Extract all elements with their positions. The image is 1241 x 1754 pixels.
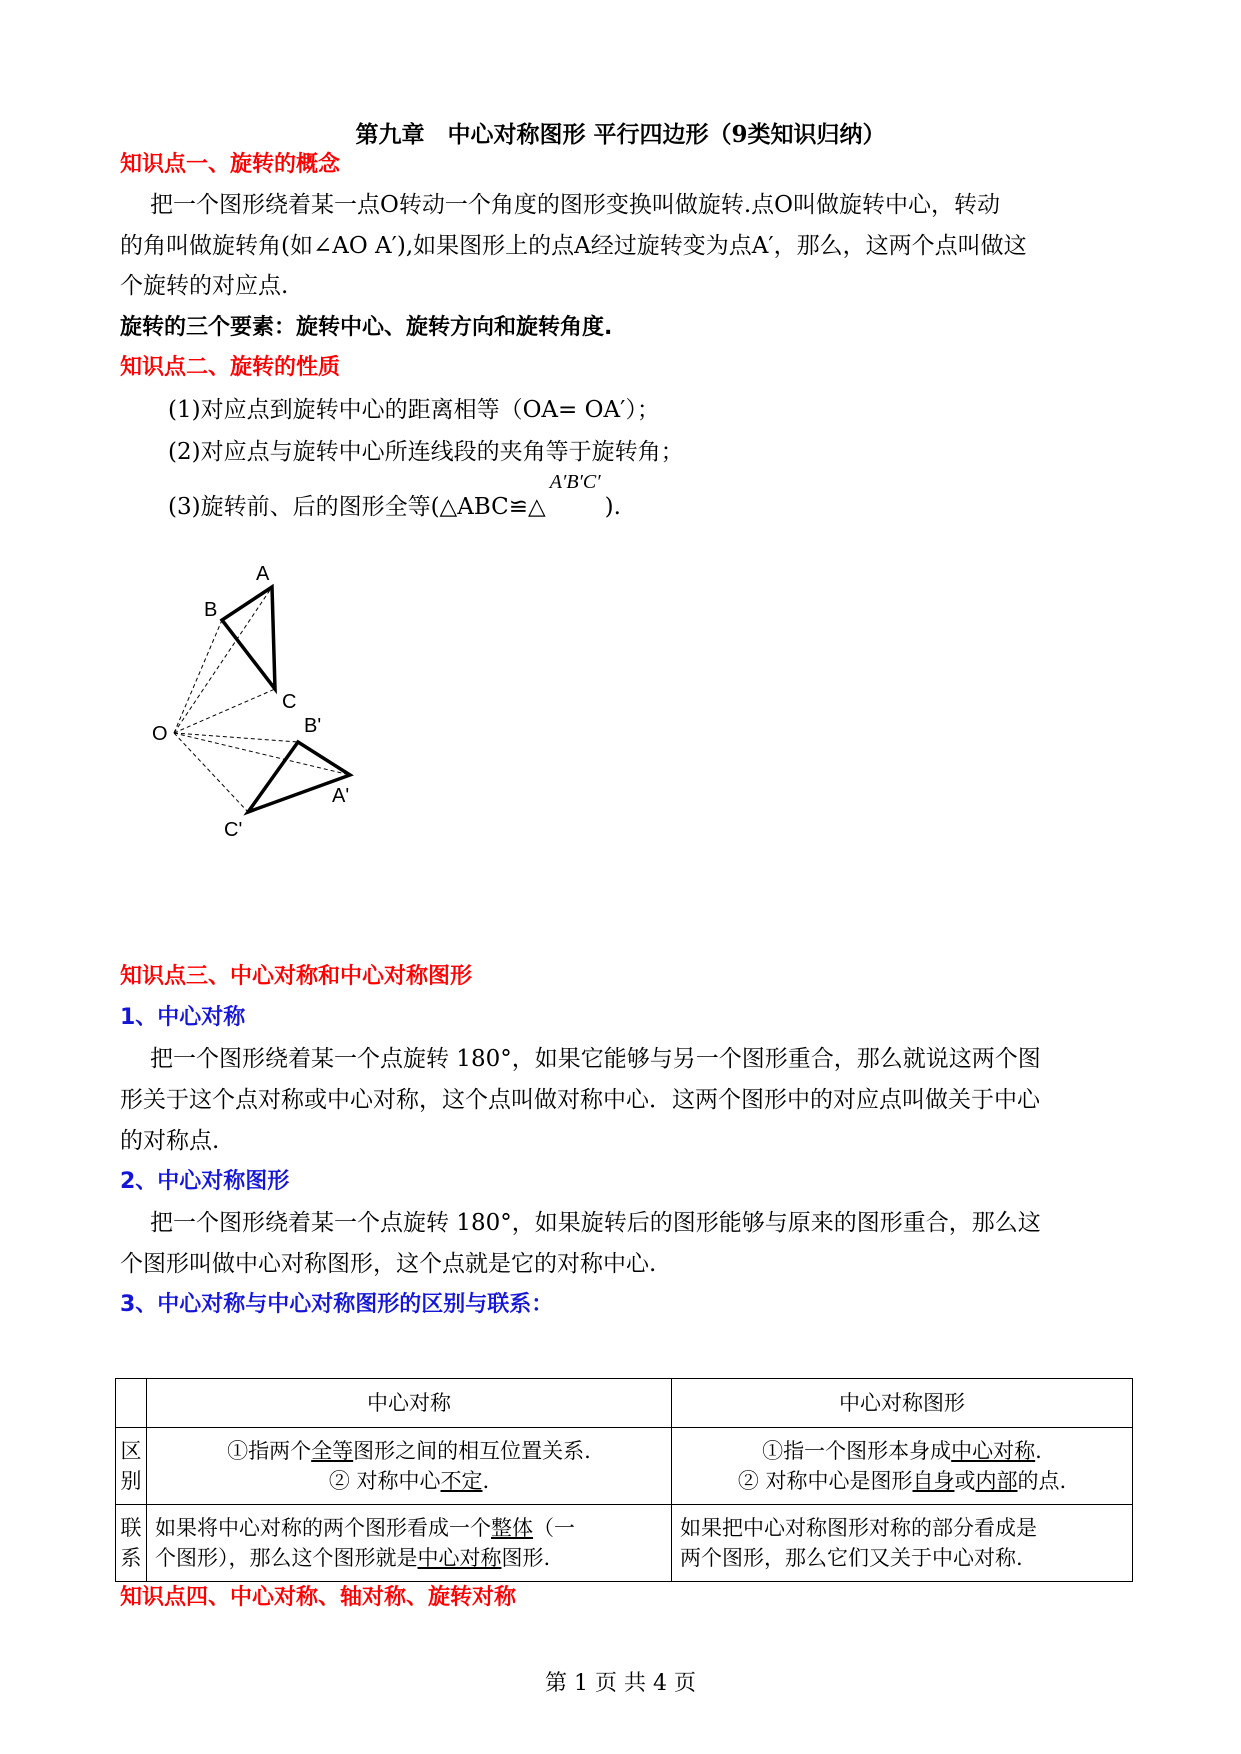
cell-text: 或 [954, 1469, 976, 1493]
cell-text: ①指一个图形本身成 [762, 1439, 952, 1463]
label-o: O [152, 723, 168, 745]
underlined-term: 中心对称 [951, 1439, 1036, 1463]
paragraph-line: 把一个图形绕着某一个点旋转 180°，如果旋转后的图形能够与原来的图形重合，那么这 [150, 1210, 1041, 1236]
subheading-central-symmetry: 1、中心对称 [120, 1005, 246, 1030]
property-3-end: ). [604, 494, 621, 520]
property-1: (1)对应点到旋转中心的距离相等（OA= OA′）； [168, 397, 660, 423]
row-label-relation [116, 1505, 147, 1582]
paragraph-line: 的角叫做旋转角(如∠AO A′),如果图形上的点A经过旋转变为点A′，那么，这两个点叫做这 [120, 233, 1027, 259]
cell-text: 如果将中心对称的两个图形看成一个 [155, 1516, 491, 1540]
row-label-char: 区 [120, 1439, 142, 1463]
cell-line [155, 1513, 663, 1543]
section-heading-rotation-concept: 知识点一、旋转的概念 [120, 152, 341, 177]
page-footer: 第 1 页 共 4 页 [545, 1671, 696, 1696]
label-c-prime: C' [224, 819, 243, 841]
page-title: 第九章 中心对称图形 平行四边形（9类知识归纳） [355, 121, 886, 148]
table-header-central-symmetry: 中心对称 [147, 1379, 672, 1428]
table-corner-cell [116, 1379, 147, 1428]
cell-text: 图形. [501, 1546, 551, 1570]
rotation-figure-full [152, 560, 420, 960]
paragraph-line: 形关于这个点对称或中心对称，这个点叫做对称中心．这两个图形中的对应点叫做关于中心 [120, 1087, 1040, 1113]
cell-line [155, 1466, 663, 1496]
property-2: (2)对应点与旋转中心所连线段的夹角等于旋转角； [168, 439, 684, 465]
underlined-term: 不定 [440, 1469, 483, 1493]
difference-central-symmetry [147, 1428, 672, 1505]
section-heading-central-symmetry: 知识点三、中心对称和中心对称图形 [120, 964, 473, 989]
subheading-central-symmetric-figure: 2、中心对称图形 [120, 1169, 290, 1194]
underlined-term: 中心对称 [417, 1546, 502, 1570]
cell-line [680, 1466, 1124, 1496]
underlined-term: 整体 [491, 1516, 533, 1540]
underlined-term: 全等 [311, 1439, 354, 1463]
relation-central-symmetry [147, 1505, 672, 1582]
cell-text: ①指两个 [227, 1439, 312, 1463]
table-header-row [116, 1379, 1133, 1428]
row-label-char: 系 [120, 1546, 142, 1570]
label-c: C [282, 691, 297, 713]
label-a: A [256, 563, 270, 585]
row-label-char: 联 [120, 1516, 142, 1540]
relation-central-symmetric-figure [672, 1505, 1133, 1582]
row-label-difference [116, 1428, 147, 1505]
cell-line: 如果把中心对称图形对称的部分看成是 [680, 1516, 1037, 1540]
cell-line [155, 1436, 663, 1466]
cell-text: 个图形），那么这个图形就是 [155, 1546, 418, 1570]
paragraph-line: 个图形叫做中心对称图形，这个点就是它的对称中心. [120, 1251, 657, 1277]
table-header-central-symmetric-figure: 中心对称图形 [672, 1379, 1133, 1428]
paragraph-line: 的对称点. [120, 1128, 220, 1154]
subheading-difference-relation: 3、中心对称与中心对称图形的区别与联系： [120, 1292, 554, 1317]
underlined-term: 自身 [912, 1469, 955, 1493]
label-b: B [204, 599, 218, 621]
label-b-prime: B' [304, 715, 322, 737]
cell-text: ② 对称中心 [328, 1469, 441, 1493]
section-heading-symmetry-types: 知识点四、中心对称、轴对称、旋转对称 [120, 1585, 517, 1610]
comparison-table [115, 1378, 1133, 1582]
cell-text: ② 对称中心是图形 [737, 1469, 913, 1493]
property-3 [168, 471, 621, 523]
property-3-text: (3)旋转前、后的图形全等(△ABC≌△ [168, 494, 546, 520]
cell-line: 两个图形，那么它们又关于中心对称. [680, 1546, 1023, 1570]
row-label-char: 别 [120, 1469, 142, 1493]
table-row-relation [116, 1505, 1133, 1582]
paragraph-line: 个旋转的对应点. [120, 273, 289, 299]
section-heading-rotation-properties: 知识点二、旋转的性质 [120, 355, 341, 380]
paragraph-line: 把一个图形绕着某一个点旋转 180°，如果它能够与另一个图形重合，那么就说这两个图 [150, 1046, 1041, 1072]
rotation-elements: 旋转的三个要素：旋转中心、旋转方向和旋转角度. [120, 315, 613, 340]
label-a-prime: A' [332, 785, 350, 807]
cell-line [680, 1436, 1124, 1466]
cell-text: 图形之间的相互位置关系. [353, 1439, 591, 1463]
cell-line [155, 1543, 663, 1573]
cell-text: 的点. [1017, 1469, 1067, 1493]
formula-abc-prime: A′B′C′ [549, 471, 601, 493]
underlined-term: 内部 [975, 1469, 1018, 1493]
difference-central-symmetric-figure [672, 1428, 1133, 1505]
cell-text: . [1035, 1439, 1042, 1463]
cell-text: （一 [533, 1516, 575, 1540]
cell-text: . [482, 1469, 490, 1493]
table-row-difference [116, 1428, 1133, 1505]
paragraph-line: 把一个图形绕着某一点O转动一个角度的图形变换叫做旋转.点O叫做旋转中心，转动 [150, 192, 1001, 218]
